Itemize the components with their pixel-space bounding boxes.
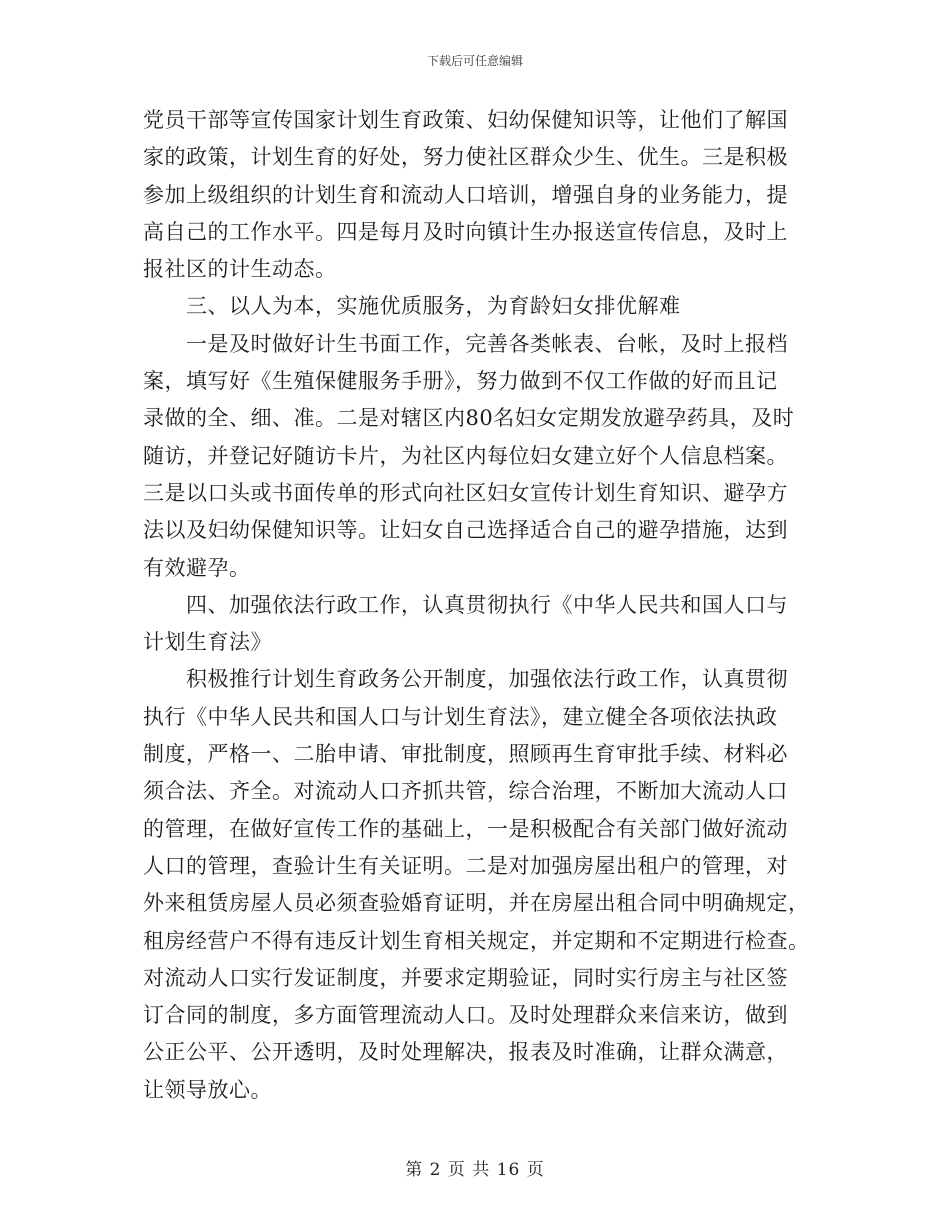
body-line: 订合同的制度，多方面管理流动人口。及时处理群众来信来访，做到: [143, 1003, 788, 1028]
body-line: 须合法、齐全。对流动人口齐抓共管，综合治理，不断加大流动人口: [143, 779, 788, 804]
body-line: 让领导放心。: [143, 1077, 272, 1102]
body-line: 家的政策，计划生育的好处，努力使社区群众少生、优生。三是积极: [143, 145, 788, 170]
body-line: 外来租赁房屋人员必须查验婚育证明，并在房屋出租合同中明确规定，: [143, 891, 810, 916]
body-line: 租房经营户不得有违反计划生育相关规定，并定期和不定期进行检查。: [143, 928, 810, 953]
body-line: 对流动人口实行发证制度，并要求定期验证，同时实行房主与社区签: [143, 965, 788, 990]
body-line: 录做的全、细、准。二是对辖区内80名妇女定期发放避孕药具，及时: [143, 406, 795, 431]
section-heading-4-cont: 计划生育法》: [143, 630, 272, 655]
body-line: 党员干部等宣传国家计划生育政策、妇幼保健知识等，让他们了解国: [143, 108, 788, 132]
body-line: 的管理，在做好宣传工作的基础上，一是积极配合有关部门做好流动: [143, 816, 788, 841]
body-line: 参加上级组织的计划生育和流动人口培训，增强自身的业务能力，提: [143, 182, 788, 207]
body-line: 随访，并登记好随访卡片，为社区内每位妇女建立好个人信息档案。: [143, 443, 788, 468]
body-line: 执行《中华人民共和国人口与计划生育法》，建立健全各项依法执政: [143, 704, 778, 729]
section-heading-4: 四、加强依法行政工作，认真贯彻执行《中华人民共和国人口与: [186, 592, 788, 617]
body-line: 一是及时做好计生书面工作，完善各类帐表、台帐，及时上报档: [186, 331, 788, 356]
body-line: 报社区的计生动态。: [143, 257, 337, 282]
body-line: 公正公平、公开透明，及时处理解决，报表及时准确，让群众满意，: [143, 1040, 788, 1065]
page-number: 第 2 页 共 16 页: [405, 1160, 545, 1180]
body-line: 三是以口头或书面传单的形式向社区妇女宣传计划生育知识、避孕方: [143, 480, 788, 505]
body-line: 高自己的工作水平。四是每月及时向镇计生办报送宣传信息，及时上: [143, 219, 788, 244]
body-line: 案，填写好《生殖保健服务手册》，努力做到不仅工作做的好而且记: [143, 369, 778, 394]
document-body: [143, 102, 811, 1109]
body-line: 积极推行计划生育政务公开制度，加强依法行政工作，认真贯彻: [186, 667, 788, 692]
section-heading-3: 三、以人为本，实施优质服务，为育龄妇女排优解难: [186, 294, 681, 319]
body-line: 有效避孕。: [143, 555, 251, 580]
body-line: 制度，严格一、二胎申请、审批制度，照顾再生育审批手续、材料必: [143, 742, 788, 767]
body-line: 法以及妇幼保健知识等。让妇女自己选择适合自己的避孕措施，达到: [143, 518, 788, 543]
body-line: 人口的管理，查验计生有关证明。二是对加强房屋出租户的管理，对: [143, 853, 788, 878]
page-header-note: 下载后可任意编辑: [426, 54, 523, 68]
